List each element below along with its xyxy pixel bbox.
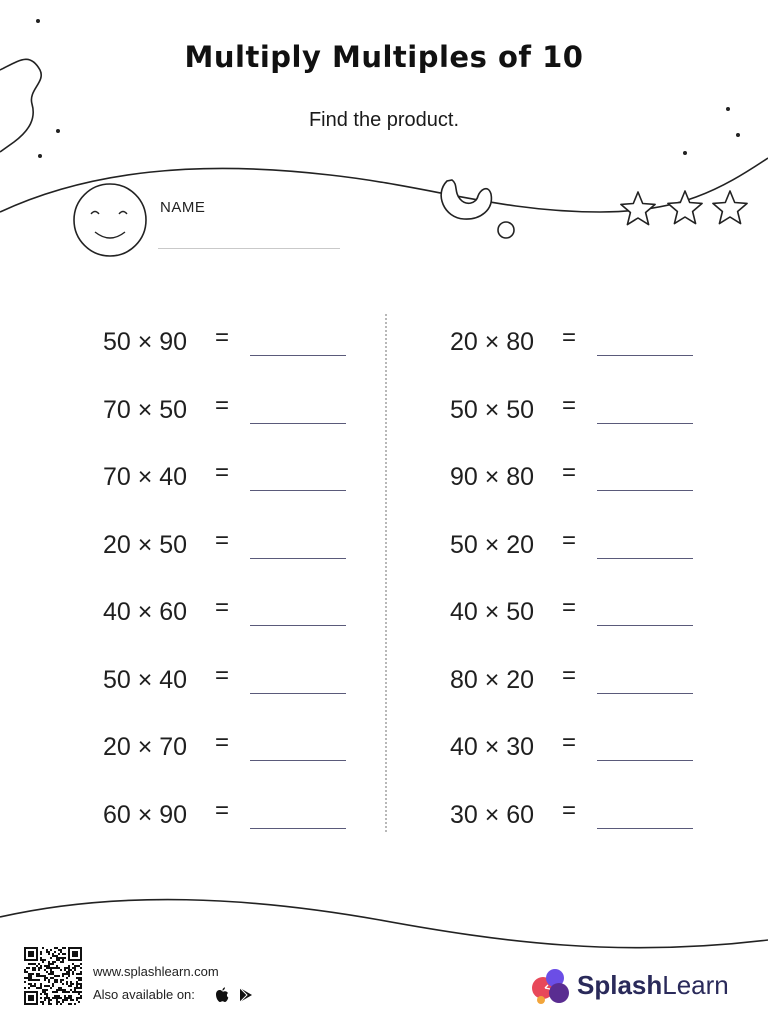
answer-blank[interactable] <box>250 423 346 424</box>
problem-row <box>85 795 385 835</box>
available-label: Also available on: <box>93 987 195 1002</box>
play-store-icon[interactable] <box>240 988 252 1002</box>
equals-sign: = <box>562 796 577 824</box>
name-label: NAME <box>160 199 206 216</box>
website-link[interactable]: www.splashlearn.com <box>93 964 219 979</box>
stars-group <box>621 191 747 225</box>
dot-icon <box>736 133 740 137</box>
answer-blank[interactable] <box>597 558 693 559</box>
problem-expression: 70 × 40 <box>102 463 188 491</box>
problem-expression: 50 × 40 <box>102 665 188 694</box>
equals-sign: = <box>562 459 577 486</box>
equals-sign: = <box>215 594 230 621</box>
brand-part1: Splash <box>577 970 663 1000</box>
problem-expression: 90 × 80 <box>449 463 535 491</box>
problem-expression: 60 × 90 <box>102 800 188 829</box>
answer-blank[interactable] <box>597 828 693 829</box>
problem-expression: 20 × 50 <box>102 530 188 559</box>
problem-expression: 50 × 20 <box>449 530 535 559</box>
star-icon <box>713 191 747 224</box>
answer-blank[interactable] <box>597 625 693 626</box>
equals-sign: = <box>215 661 230 689</box>
dot-icon <box>683 151 687 155</box>
problem-row <box>432 322 732 362</box>
answer-blank[interactable] <box>250 828 346 829</box>
answer-blank[interactable] <box>250 490 346 491</box>
answer-blank[interactable] <box>250 693 346 694</box>
equals-sign: = <box>215 526 230 554</box>
splashlearn-logo-icon <box>529 966 573 1006</box>
problem-expression: 20 × 80 <box>449 328 535 356</box>
problem-row <box>432 660 732 700</box>
equals-sign: = <box>562 391 577 419</box>
problem-expression: 20 × 70 <box>102 733 188 761</box>
answer-blank[interactable] <box>597 423 693 424</box>
worksheet-title: Multiply Multiples of 10 <box>184 40 584 74</box>
problem-row <box>85 727 385 767</box>
brand-part2: Learn <box>662 970 729 1000</box>
equals-sign: = <box>215 459 230 486</box>
problem-row <box>432 592 732 632</box>
problem-row <box>85 390 385 430</box>
answer-blank[interactable] <box>250 355 346 356</box>
equals-sign: = <box>215 324 230 351</box>
equals-sign: = <box>215 796 230 824</box>
problem-expression: 40 × 50 <box>449 598 535 626</box>
problem-expression: 30 × 60 <box>449 800 535 829</box>
answer-blank[interactable] <box>250 558 346 559</box>
dot-icon <box>38 154 42 158</box>
equals-sign: = <box>562 729 577 756</box>
problem-row <box>85 525 385 565</box>
equals-sign: = <box>562 661 577 689</box>
problem-row <box>432 525 732 565</box>
answer-blank[interactable] <box>597 490 693 491</box>
equals-sign: = <box>215 729 230 756</box>
answer-blank[interactable] <box>597 760 693 761</box>
problem-expression: 40 × 30 <box>449 733 535 761</box>
equals-sign: = <box>562 324 577 351</box>
answer-blank[interactable] <box>597 693 693 694</box>
problem-row <box>432 457 732 497</box>
problem-row <box>432 390 732 430</box>
equals-sign: = <box>215 391 230 419</box>
qr-code-icon <box>24 947 82 1005</box>
equals-sign: = <box>562 594 577 621</box>
name-field[interactable] <box>158 248 340 249</box>
dot-icon <box>36 19 40 23</box>
equals-sign: = <box>562 526 577 554</box>
footer-wave <box>0 900 768 948</box>
star-icon <box>621 192 655 225</box>
answer-blank[interactable] <box>250 625 346 626</box>
problem-row <box>432 727 732 767</box>
answer-blank[interactable] <box>597 355 693 356</box>
problem-expression: 40 × 60 <box>102 598 188 626</box>
problem-row <box>432 795 732 835</box>
problem-expression: 50 × 50 <box>449 395 535 424</box>
column-divider <box>385 314 387 832</box>
squiggle-icon <box>441 180 491 219</box>
problem-row <box>85 457 385 497</box>
smiley-face-icon <box>74 184 146 256</box>
answer-blank[interactable] <box>250 760 346 761</box>
problem-row <box>85 322 385 362</box>
problem-expression: 70 × 50 <box>102 395 188 424</box>
store-icons <box>214 986 260 1004</box>
problem-expression: 80 × 20 <box>449 665 535 694</box>
splashlearn-logo-text <box>577 970 729 1001</box>
problem-row <box>85 660 385 700</box>
bubble-icon <box>498 222 514 238</box>
problem-row <box>85 592 385 632</box>
instruction-text: Find the product. <box>308 109 460 131</box>
problem-expression: 50 × 90 <box>102 328 188 356</box>
apple-icon[interactable] <box>216 987 228 1002</box>
